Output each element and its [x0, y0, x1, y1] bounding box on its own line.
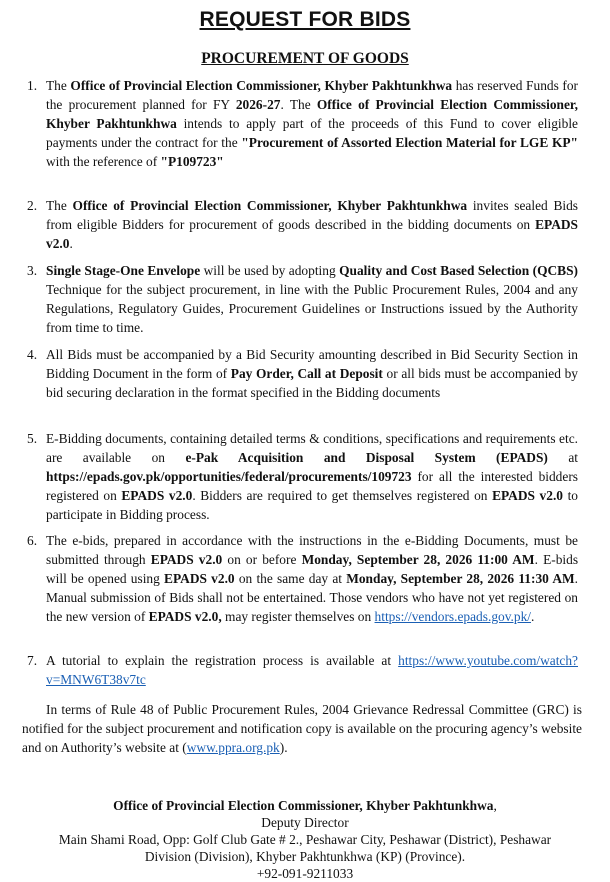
item-text: [46, 651, 578, 689]
signature-office-line: [0, 797, 610, 814]
submission-deadline: Monday, September 28, 2026 11:00 AM: [301, 552, 535, 567]
item-number: 2.: [27, 198, 38, 213]
office-name: Office of Provincial Election Commissioner, Khyber Pakhtunkhwa: [72, 198, 468, 213]
selection-method: Quality and Cost Based Selection (QCBS): [339, 263, 578, 278]
platform-name: EPADS v2.0,: [148, 609, 222, 624]
procurement-title: "Procurement of Assorted Election Material for LGE KP": [241, 135, 578, 150]
item-number: 7.: [27, 653, 38, 668]
document-subtitle: PROCUREMENT OF GOODS: [201, 50, 409, 67]
item-text: [46, 429, 578, 524]
item-text: [46, 261, 578, 337]
item-text: [46, 345, 578, 402]
signature-address-line-1: Main Shami Road, Opp: Golf Club Gate # 2., Peshawar City, Peshawar (District), Peshawar: [58, 832, 552, 847]
office-name: Office of Provincial Election Commissioner, Khyber Pakhtunkhwa: [70, 78, 453, 93]
text-run: intends to apply part of the proceeds of this Fund to cover eligible payments under the contract for the: [46, 116, 578, 150]
security-form: Pay Order, Call at Deposit: [230, 366, 383, 381]
signature-address-line-2: Division (Division), Khyber Pakhtunkhwa (KP) (Province).: [144, 849, 466, 864]
text-run: for all the interested bidders registered on: [46, 469, 578, 503]
epads-procurement-url: https://epads.gov.pk/opportunities/federal/procurements/109723: [46, 469, 412, 484]
text-run: may register themselves on: [221, 609, 375, 624]
tutorial-video-link[interactable]: https://www.youtube.com/watch?v=MNW6T38v7tc: [46, 653, 578, 687]
text-run: ).: [279, 740, 288, 755]
text-run: .: [531, 609, 535, 624]
list-item-3: [27, 261, 578, 337]
item-text: [46, 196, 578, 253]
system-name: e-Pak Acquisition and Disposal System (EPADS): [185, 450, 548, 465]
text-run: has reserved Funds for the procurement planned for FY: [46, 78, 579, 112]
document-title: REQUEST FOR BIDS: [199, 8, 411, 31]
procurement-reference: "P109723": [160, 154, 224, 169]
ppra-website-link[interactable]: www.ppra.org.pk: [186, 740, 280, 755]
text-run: In terms of Rule 48 of Public Procurement Rules, 2004 Grievance Redressal Committee (GRC) is notified for the subject procurement and notification copy is available on the procuring agency’s website and on Authority’s website at (: [22, 702, 582, 755]
platform-name: EPADS v2.0: [121, 488, 193, 503]
office-name: Office of Provincial Election Commissioner, Khyber Pakhtunkhwa: [46, 97, 578, 131]
list-item-6: [27, 531, 579, 626]
text-run: E-Bidding documents, containing detailed terms & conditions, specifications and requirements etc. are available on: [46, 431, 578, 465]
item-text: [46, 531, 578, 626]
list-item-2: [27, 196, 579, 253]
list-item-4: [27, 345, 578, 402]
list-item-1: [27, 76, 579, 171]
signature-office: Office of Provincial Election Commissioner, Khyber Pakhtunkhwa: [113, 798, 494, 813]
text-run: ,: [493, 798, 497, 813]
text-run: with the reference of: [46, 154, 161, 169]
fiscal-year: 2026-27: [235, 97, 281, 112]
text-run: . The: [280, 97, 317, 112]
list-item-7: [27, 651, 578, 689]
signature-phone: +92-091-9211033: [256, 866, 354, 881]
item-number: 3.: [27, 263, 38, 278]
text-run: All Bids must be accompanied by a Bid Security amounting described in Bid Security Section in Bidding Document in the form of: [46, 347, 578, 381]
text-run: will be used by adopting: [200, 263, 340, 278]
platform-name: EPADS v2.0: [164, 571, 235, 586]
platform-name: EPADS v2.0: [492, 488, 563, 503]
item-number: 5.: [27, 431, 38, 446]
text-run: . Manual submission of Bids shall not be entertained. Those vendors who have not yet registered on the new version of: [46, 571, 578, 624]
item-number: 4.: [27, 347, 38, 362]
text-run: The: [46, 78, 71, 93]
text-run: on the same day at: [234, 571, 347, 586]
text-run: invites sealed Bids from eligible Bidders for procurement of goods described in the bidding documents on: [46, 198, 579, 232]
text-run: on or before: [222, 552, 302, 567]
item-text: [46, 76, 578, 171]
text-run: at: [547, 450, 579, 465]
text-run: to participate in Bidding process.: [46, 488, 579, 522]
text-run: .: [69, 236, 73, 251]
list-item-5: [27, 429, 579, 524]
bidding-procedure: Single Stage-One Envelope: [46, 263, 201, 278]
text-run: . E-bids will be opened using: [46, 552, 579, 586]
platform-name: EPADS v2.0: [46, 217, 578, 251]
item-number: 1.: [27, 78, 38, 93]
platform-name: EPADS v2.0: [150, 552, 223, 567]
item-number: 6.: [27, 533, 38, 548]
grc-paragraph: [22, 700, 582, 757]
vendors-registration-link[interactable]: https://vendors.epads.gov.pk/: [374, 609, 531, 624]
text-run: The: [46, 198, 73, 213]
signature-block: [0, 797, 610, 882]
text-run: or all bids must be accompanied by bid securing declaration in the format specified in the Bidding documents: [46, 366, 578, 400]
text-run: Technique for the subject procurement, in line with the Public Procurement Rules, 2004 and any Regulations, Regulatory Guides, Procurement Guidelines or Instructions issued by the Authority from time to time.: [46, 282, 578, 335]
signature-designation: Deputy Director: [261, 815, 349, 830]
text-run: A tutorial to explain the registration process is available at: [46, 653, 399, 668]
opening-time: Monday, September 28, 2026 11:30 AM: [346, 571, 575, 586]
text-run: The e-bids, prepared in accordance with the instructions in the e-Bidding Documents, must be submitted through: [46, 533, 578, 567]
text-run: . Bidders are required to get themselves registered on: [192, 488, 493, 503]
